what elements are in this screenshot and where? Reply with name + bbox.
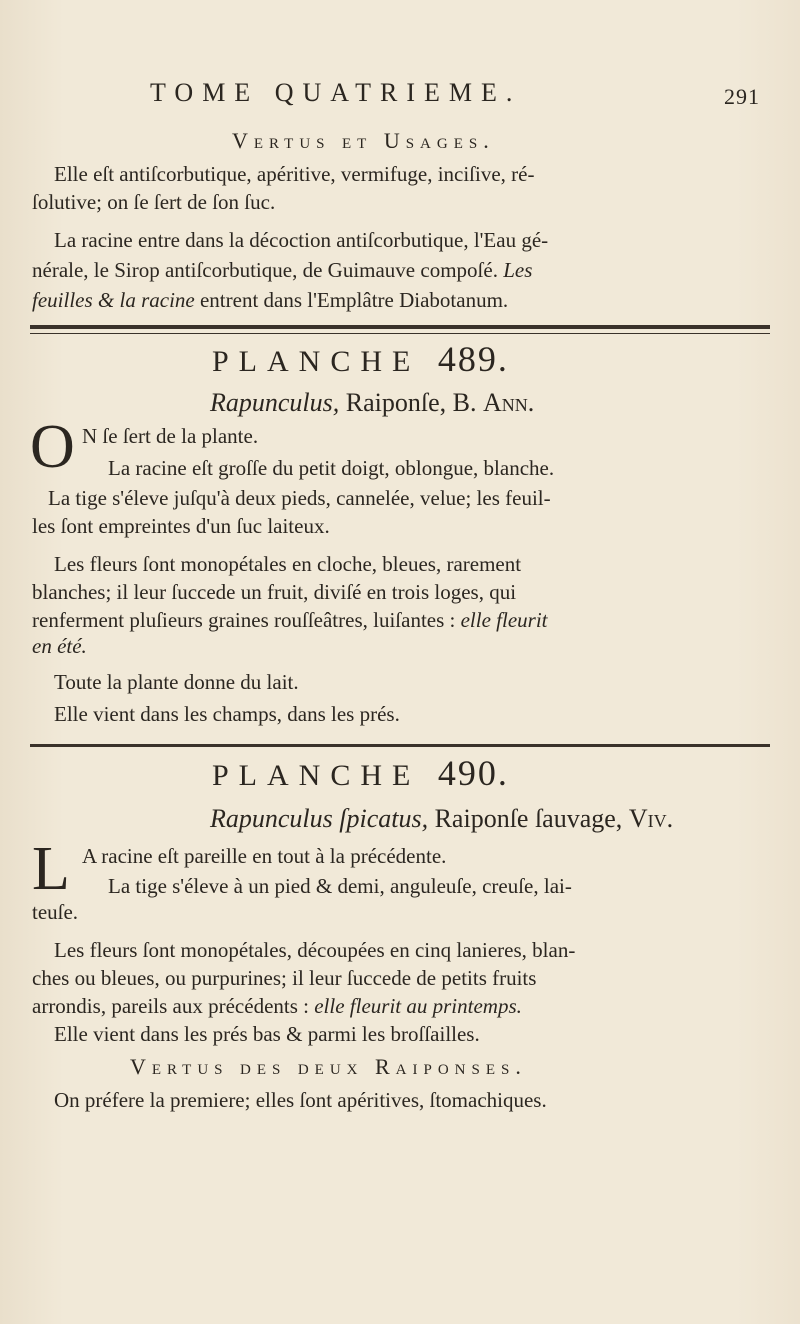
planche-490-label: PLANCHE	[212, 759, 421, 792]
running-title: TOME QUATRIEME.	[150, 78, 522, 107]
planche-490-p1-line1: A racine eſt pareille en tout à la précédente.	[82, 844, 447, 868]
planche-490-p2-line3-text: arrondis, pareils aux précédents :	[32, 994, 315, 1018]
intro-line-5-rest: entrent dans l'Emplâtre Diabotanum.	[194, 288, 509, 312]
planche-490-authority: Viv.	[628, 804, 674, 833]
planche-489-p3-line3	[32, 606, 772, 634]
planche-489-p3-line1: Les fleurs ſont monopétales en cloche, bleues, rarement	[54, 552, 522, 576]
planche-489-fleurit: elle fleurit	[460, 608, 548, 632]
planche-490-p3: Elle vient dans les prés bas & parmi les broſſailles.	[54, 1022, 480, 1046]
intro-line-1: Elle eſt antiſcorbutique, apéritive, vermifuge, inciſive, ré-	[54, 162, 535, 186]
intro-line-3: La racine entre dans la décoction antiſcorbutique, l'Eau gé-	[54, 228, 549, 252]
planche-489-p3-line4: en été.	[32, 634, 87, 658]
planche-489-subhead	[210, 388, 534, 418]
planche-490-latin: Rapunculus ſpicatus,	[210, 804, 429, 833]
planche-490-p2-line2: ches ou bleues, ou purpurines; il leur ſuccede de petits fruits	[32, 966, 537, 990]
virtues-text: On préfere la premiere; elles ſont apéritives, ſtomachiques.	[54, 1088, 547, 1112]
planche-490-french: Raiponſe ſauvage,	[428, 804, 629, 833]
divider-rule-thin	[30, 333, 770, 334]
planche-490-subhead	[210, 804, 673, 834]
section-title-vertus: Vertus et Usages.	[232, 128, 495, 153]
planche-489-p2-line1: La tige s'éleve juſqu'à deux pieds, cannelée, velue; les feuil-	[48, 486, 551, 510]
intro-line-2: ſolutive; on ſe ſert de ſon ſuc.	[32, 190, 276, 214]
planche-490-p2-line3	[32, 992, 772, 1020]
planche-489-p3-line3-text: renferment pluſieurs graines rouſſeâtres, luiſantes :	[32, 608, 461, 632]
planche-489-p2-line2: les ſont empreintes d'un ſuc laiteux.	[32, 514, 330, 538]
page-number: 291	[724, 84, 760, 109]
intro-line-4	[32, 256, 772, 284]
planche-490-p1-line3: teuſe.	[32, 900, 79, 924]
planche-490-p2-line1: Les fleurs ſont monopétales, découpées en cinq lanieres, blan-	[54, 938, 576, 962]
planche-489-label: PLANCHE	[212, 345, 421, 378]
divider-rule-2	[30, 744, 770, 747]
planche-489-heading	[212, 338, 509, 380]
planche-489-p1-line1: N ſe ſert de la plante.	[82, 424, 259, 448]
intro-line-5	[32, 286, 772, 314]
planche-489-number: 489.	[437, 339, 509, 379]
planche-490-fleurit: elle fleurit au printemps.	[314, 994, 522, 1018]
intro-italic-les: Les	[503, 258, 533, 282]
planche-489-dropcap: O	[30, 413, 75, 481]
planche-489-authority: Ann.	[482, 388, 535, 417]
intro-italic-feuilles: feuilles & la racine	[32, 288, 195, 312]
planche-489-p4: Toute la plante donne du lait.	[54, 670, 299, 694]
planche-489-latin: Rapunculus,	[210, 388, 340, 417]
planche-489-p3-line2: blanches; il leur ſuccede un fruit, diviſé en trois loges, qui	[32, 580, 517, 604]
virtues-heading: Vertus des deux Raiponses.	[130, 1054, 527, 1079]
planche-489-french: Raiponſe, B.	[339, 388, 483, 417]
intro-line-4-text: nérale, le Sirop antiſcorbutique, de Guimauve compoſé.	[32, 258, 504, 282]
planche-490-number: 490.	[437, 753, 509, 793]
planche-490-p1-line2: La tige s'éleve à un pied & demi, anguleuſe, creuſe, lai-	[108, 874, 572, 898]
planche-489-p5: Elle vient dans les champs, dans les prés.	[54, 702, 400, 726]
planche-489-p1-line2: La racine eſt groſſe du petit doigt, oblongue, blanche.	[108, 456, 555, 480]
planche-490-dropcap: L	[32, 835, 70, 903]
divider-rule-thick	[30, 325, 770, 329]
planche-490-heading	[212, 752, 509, 794]
